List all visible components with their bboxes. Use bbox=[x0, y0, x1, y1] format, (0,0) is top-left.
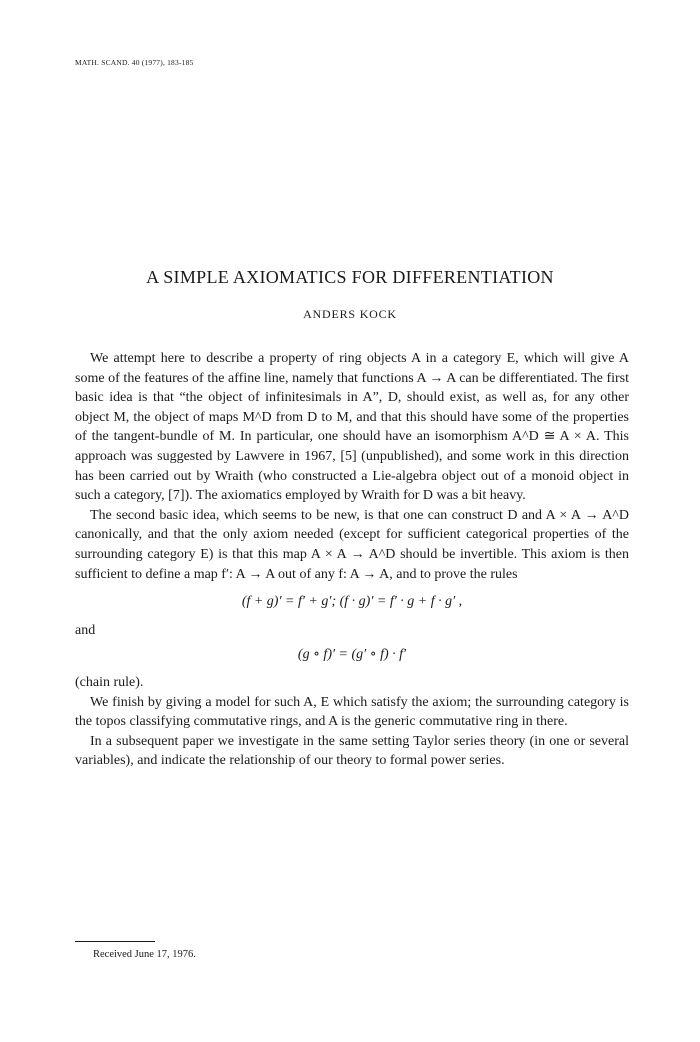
equation-chain-rule: (g ∘ f)′ = (g′ ∘ f) · f′ bbox=[297, 647, 407, 663]
paper-title: A SIMPLE AXIOMATICS FOR DIFFERENTIATION bbox=[146, 267, 554, 287]
paper-body bbox=[75, 349, 629, 771]
paragraph-subsequent: In a subsequent paper we investigate in the same setting Taylor series theory (in one or several variables), and indicate the relationship of our theory to formal power series. bbox=[75, 733, 629, 769]
paragraph-intro: We attempt here to describe a property of ring objects A in a category E, which will give A some of the features of the affine line, namely that functions A → A can be differentiated. The first basic idea is that “the object of infinitesimals in A”, D, should exist, as well as, for any other object M, the object of maps M^D from D to M, and that this should have some of the properties of the tangent-bundle of M. In particular, one should have an isomorphism A^D ≅ A × A. This approach was suggested by Lawvere in 1967, [5] (unpublished), and some work in this direction has been carried out by Wraith (who constructed a Lie-algebra object out of a monoid object in such a category, [7]). The axiomatics employed by Wraith for D was a bit heavy. bbox=[75, 351, 629, 504]
footnote-received: Received June 17, 1976. bbox=[93, 949, 196, 960]
paragraph-second-idea: The second basic idea, which seems to be new, is that one can construct D and A × A → A^D canonically, and that the only axiom needed (except for sufficient categorical properties of the surrounding category E) is that this map A × A → A^D should be invertible. This axiom is then sufficient to define a map f′: A → A out of any f: A → A, and to prove the rules bbox=[75, 507, 629, 582]
connective-and: and bbox=[75, 622, 96, 638]
author-name: ANDERS KOCK bbox=[303, 307, 397, 321]
equation-sum-product-rules: (f + g)′ = f′ + g′; (f · g)′ = f′ · g + f · g′ , bbox=[241, 594, 463, 610]
footnote-rule bbox=[75, 941, 155, 942]
running-head: MATH. SCAND. 40 (1977), 183-185 bbox=[75, 58, 194, 67]
chain-rule-label: (chain rule). bbox=[75, 674, 144, 690]
paragraph-model: We finish by giving a model for such A, E which satisfy the axiom; the surrounding category is the topos classifying commutative rings, and A is the generic commutative ring in there. bbox=[75, 694, 629, 730]
